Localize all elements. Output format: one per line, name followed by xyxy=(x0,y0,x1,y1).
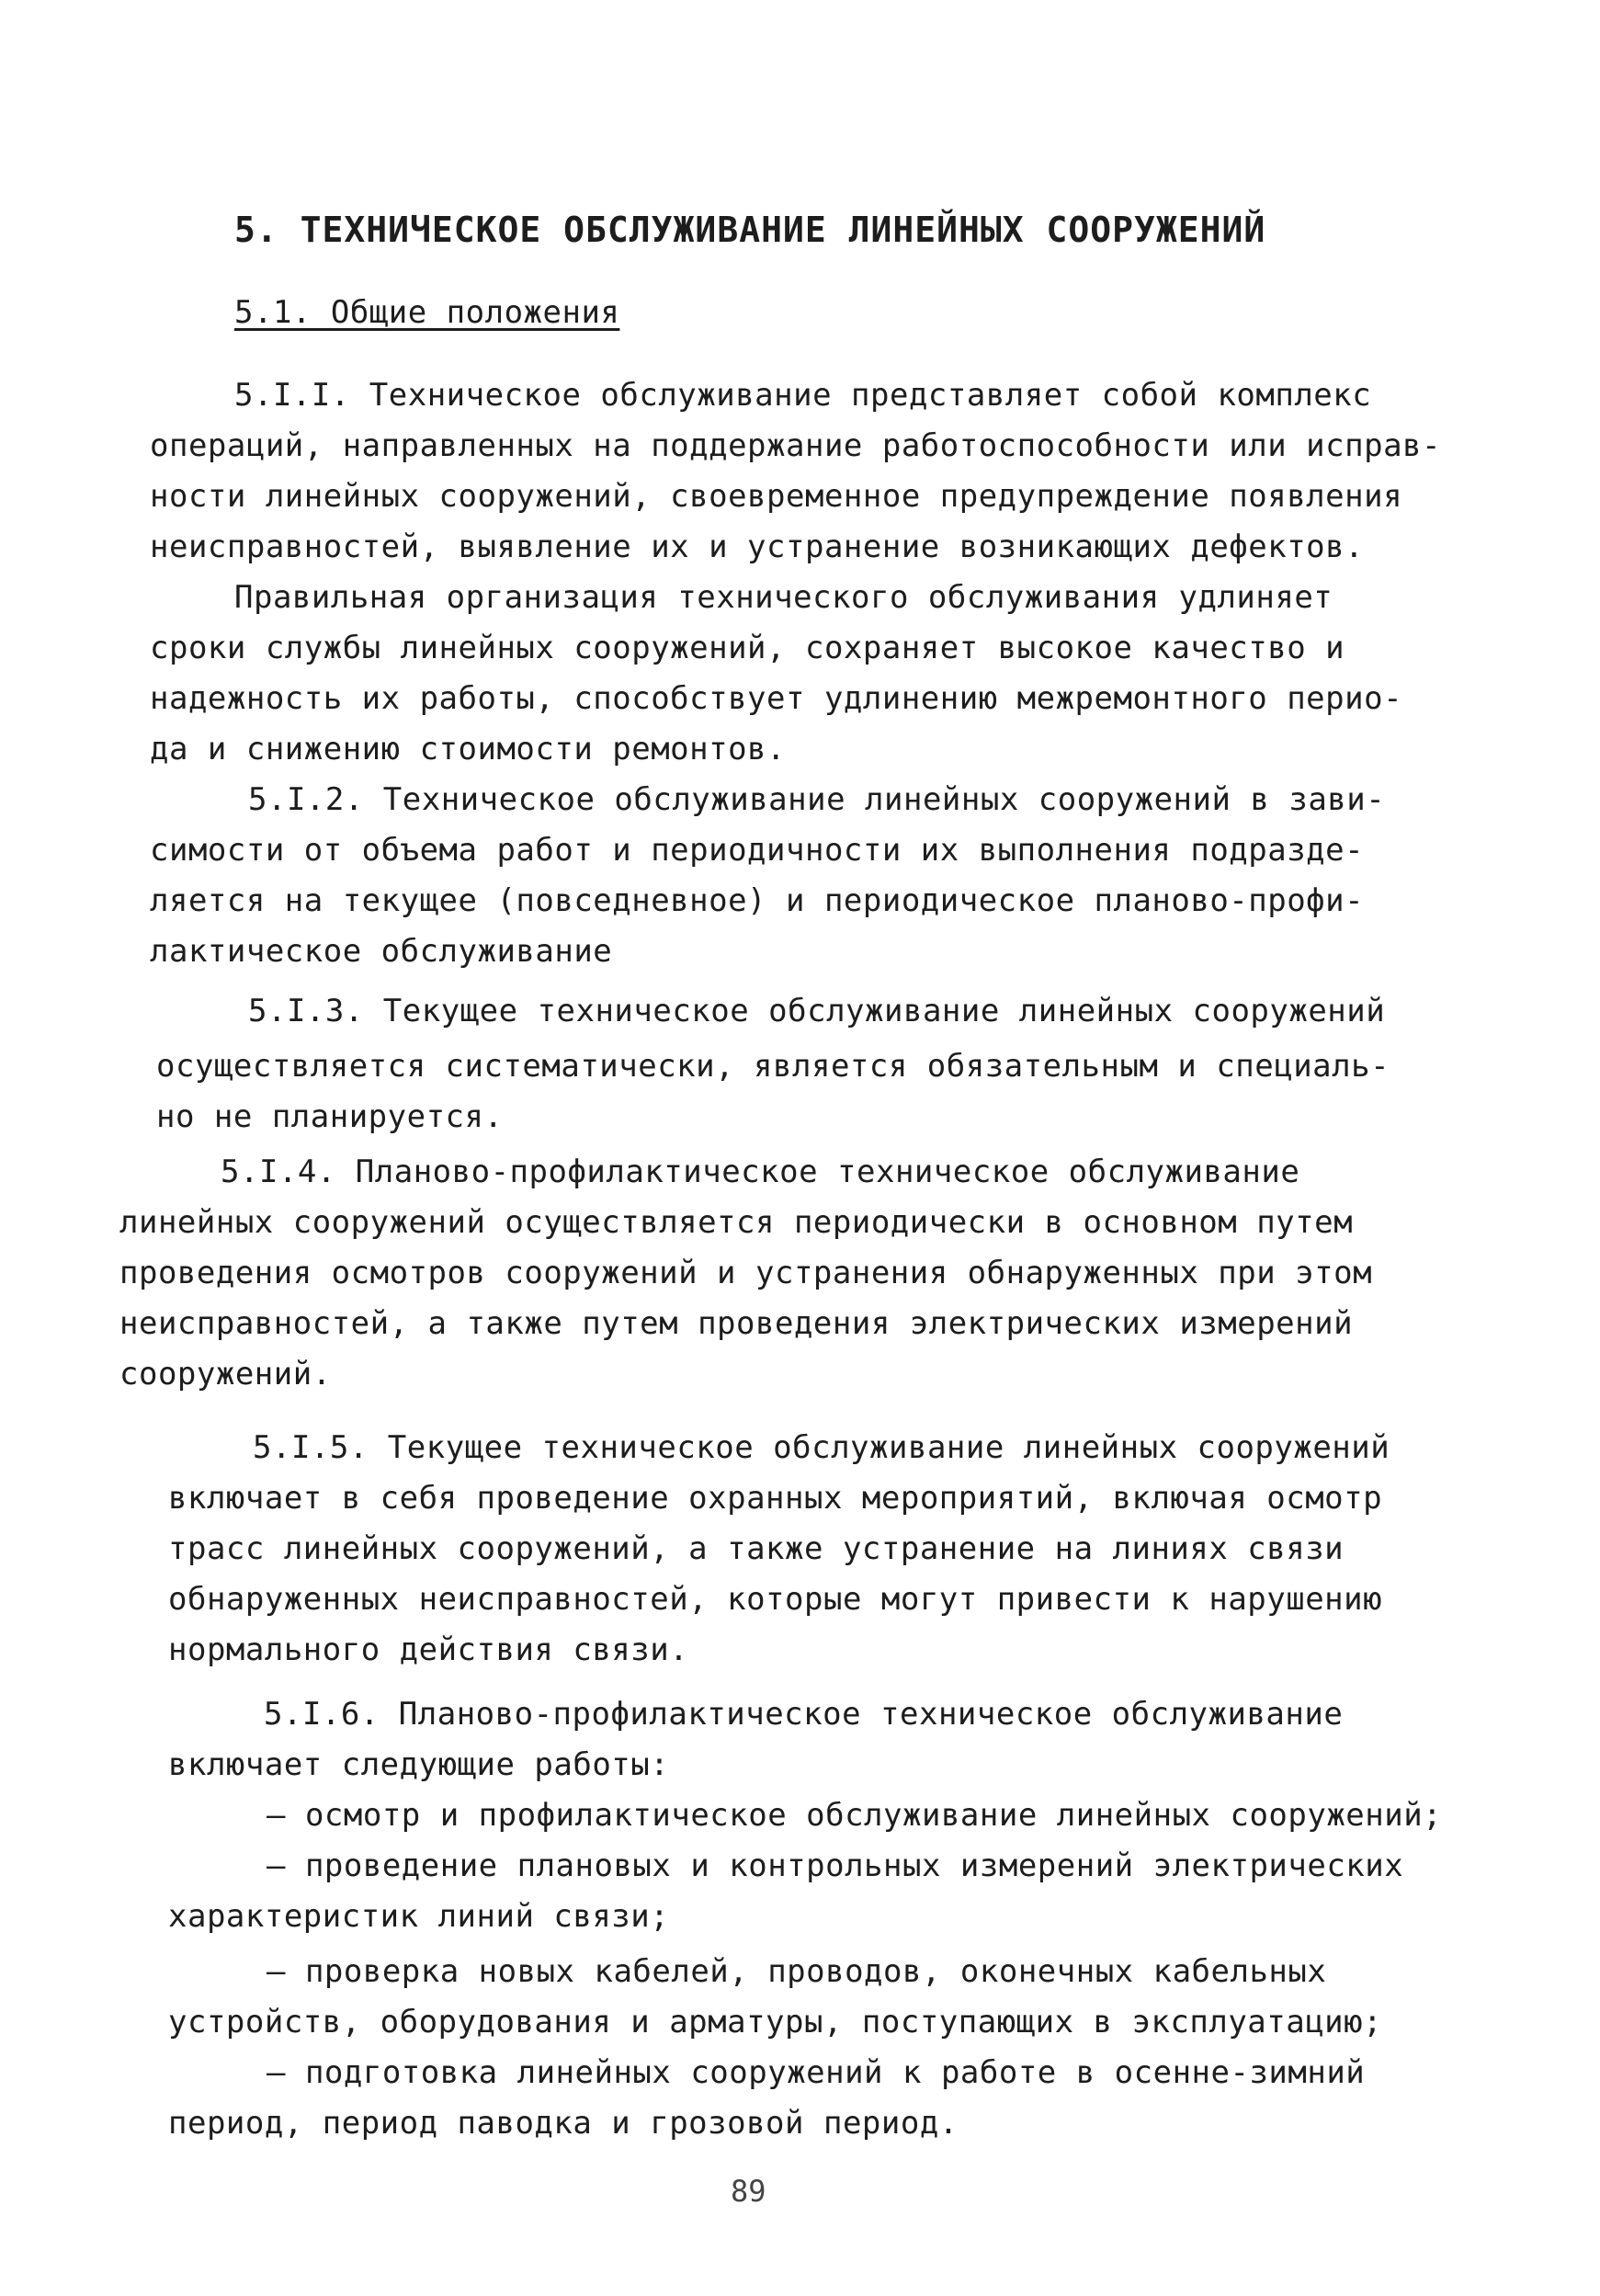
paragraph-line: включает в себя проведение охранных мероприятий, включая осмотр xyxy=(168,1480,1383,1517)
list-item: – подготовка линейных сооружений к работе в осенне-зимний xyxy=(267,2054,1366,2091)
list-item: – проверка новых кабелей, проводов, оконечных кабельных xyxy=(267,1953,1327,1990)
paragraph-line: ляется на текущее (повседневное) и периодическое планово-профи- xyxy=(150,882,1365,919)
paragraph-line: но не планируется. xyxy=(156,1098,504,1135)
paragraph-line: сооружений. xyxy=(119,1356,332,1392)
paragraph-line: Правильная организация технического обслуживания удлиняет xyxy=(234,579,1333,616)
list-item-continued: период, период паводка и грозовой период. xyxy=(168,2105,959,2142)
paragraph-line: трасс линейных сооружений, а также устранение на линиях связи xyxy=(168,1530,1345,1567)
paragraph-line: проведения осмотров сооружений и устранения обнаруженных при этом xyxy=(119,1255,1373,1291)
list-item-continued: устройств, оборудования и арматуры, поступающих в эксплуатацию; xyxy=(168,2004,1383,2040)
list-item: – осмотр и профилактическое обслуживание линейных сооружений; xyxy=(267,1797,1443,1834)
paragraph-line: симости от объема работ и периодичности их выполнения подразде- xyxy=(150,832,1365,869)
paragraph-line: осуществляется систематически, является обязательным и специаль- xyxy=(156,1048,1390,1085)
paragraph-line: 5.I.2. Техническое обслуживание линейных сооружений в зави- xyxy=(248,781,1386,818)
paragraph-line: 5.I.6. Планово-профилактическое техническое обслуживание xyxy=(264,1696,1344,1733)
page-number: 89 xyxy=(731,2174,766,2209)
paragraph-line: включает следующие работы: xyxy=(168,1746,670,1783)
paragraph-line: неисправностей, а также путем проведения электрических измерений xyxy=(119,1305,1354,1342)
list-item-continued: характеристик линий связи; xyxy=(168,1898,670,1935)
paragraph-line: линейных сооружений осуществляется периодически в основном путем xyxy=(119,1204,1354,1241)
paragraph-line: 5.I.I. Техническое обслуживание представляет собой комплекс xyxy=(234,377,1372,414)
paragraph-line: 5.I.3. Текущее техническое обслуживание линейных сооружений xyxy=(248,993,1386,1029)
paragraph-line: сроки службы линейных сооружений, сохраняет высокое качество и xyxy=(150,630,1345,666)
paragraph-line: нормального действия связи. xyxy=(168,1631,689,1668)
paragraph-line: надежность их работы, способствует удлинению межремонтного перио- xyxy=(150,680,1403,717)
subsection-heading: 5.1. Общие положения xyxy=(234,294,620,331)
list-item: – проведение плановых и контрольных измерений электрических xyxy=(267,1847,1404,1884)
paragraph-line: ности линейных сооружений, своевременное предупреждение появления xyxy=(150,478,1403,515)
paragraph-line: неисправностей, выявление их и устранение возникающих дефектов. xyxy=(150,529,1365,565)
paragraph-line: лактическое обслуживание xyxy=(150,933,613,970)
section-heading: 5. ТЕХНИЧЕСКОЕ ОБСЛУЖИВАНИЕ ЛИНЕЙНЫХ СООРУЖЕНИЙ xyxy=(234,210,1266,250)
paragraph-line: 5.I.5. Текущее техническое обслуживание линейных сооружений xyxy=(253,1429,1390,1466)
paragraph-line: да и снижению стоимости ремонтов. xyxy=(150,731,787,767)
paragraph-line: 5.I.4. Планово-профилактическое техническое обслуживание xyxy=(221,1154,1300,1190)
paragraph-line: обнаруженных неисправностей, которые могут привести к нарушению xyxy=(168,1581,1383,1618)
paragraph-line: операций, направленных на поддержание работоспособности или исправ- xyxy=(150,427,1441,464)
